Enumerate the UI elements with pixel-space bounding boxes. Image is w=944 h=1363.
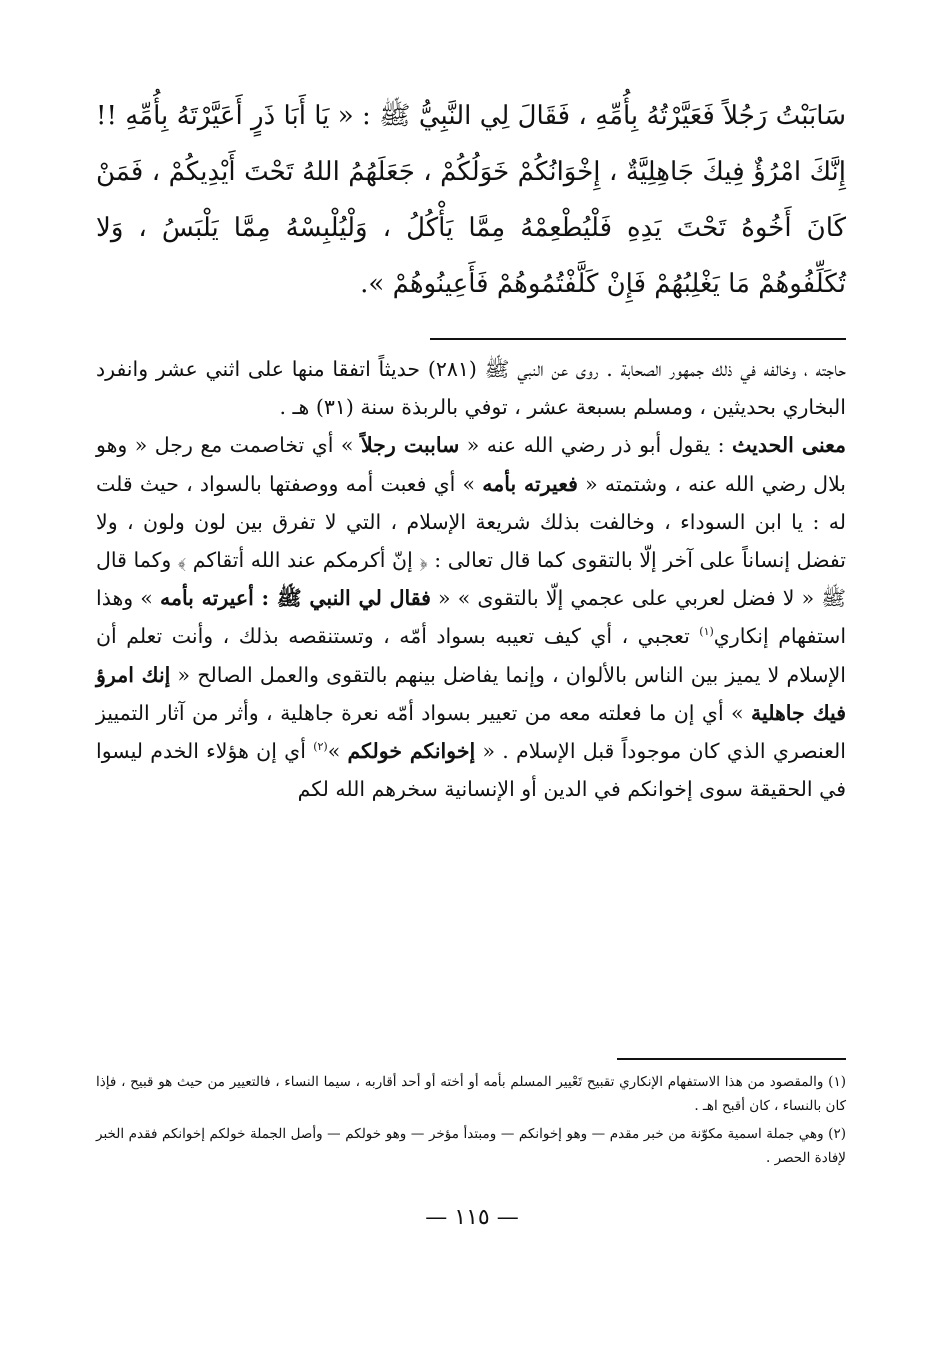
footnote-marker: (١) [699, 625, 714, 639]
meaning-text: » أي إن ما فعلته معه من تعيير بسواد أمّه نعرة جاهلية ، وأثر من آثار التمييز العنصري الذي كان موجوداً قبل الإسلام . « [96, 700, 846, 764]
hadith-paragraph: سَابَبْتُ رَجُلاً فَعَيَّرْتُهُ بِأُمِّهِ ، فَقَالَ لِي النَّبِيُّ ﷺ : « يَا أَبَا ذَرٍ أَعَيَّرْتَهُ بِأُمِّهِ !! إِنَّكَ امْرُؤٌ فِيكَ جَاهِلِيَّةٌ ، إِخْوَانُكُمْ خَوَلُكُمْ ، جَعَلَهُمُ اللهُ تَحْتَ أَيْدِيكُمْ ، فَمَنْ كَانَ أَخُوهُ تَحْتَ يَدِهِ فَلْيُطْعِمْهُ مِمَّا يَأْكُلُ ، وَلْيُلْبِسْهُ مِمَّا يَلْبَسُ ، وَلا تُكَلِّفُوهُمْ مَا يَغْلِبُهُمْ فَإِنْ كَلَّفْتُمُوهُمْ فَأَعِينُوهُمْ ». [96, 101, 846, 299]
commentary [96, 350, 846, 808]
meaning-text: » أي تخاصمت مع رجل « وهو بلال رضي الله عنه ، وشتمته « [96, 433, 847, 496]
meaning-heading: معنى الحديث [732, 433, 846, 458]
footnote: (١) والمقصود من هذا الاستفهام الإنكاري تقبيح تَعْيير المسلم بأمه أو أخته أو أحد أقاربه ، سيما النساء ، فالتعيير من حيث هو قبيح ، فإذا كان بالنساء ، كان أقبح اهـ . [96, 1074, 846, 1114]
meaning-quote: فقال لي النبي ﷺ : أعيرته بأمه [159, 586, 431, 611]
meaning-text: » [327, 739, 348, 764]
meaning-text: » وهذا استفهام إنكاري [96, 586, 847, 649]
footnote: (٢) وهي جملة اسمية مكوّنة من خبر مقدم — وهو إخوانكم — ومبتدأ مؤخر — وهو خولكم — وأصل الجملة خولكم إخوانكم فقدم الخبر لإفادة الحصر . [96, 1126, 846, 1166]
hadith-meaning-paragraph [96, 426, 846, 808]
meaning-quote: إنك امرؤ فيك جاهلية [96, 662, 846, 725]
meaning-text: » أي فعبت أمه ووصفتها بالسواد ، حيث قلت له : يا ابن السوداء ، وخالفت بذلك شريعة الإسلام ، التي لا تفرق بين لون ولون ، ولا تفضل إنساناً على آخر إلّا بالتقوى كما قال تعالى : ﴿ إنّ أكرمكم عند الله أتقاكم ﴾ وكما قال ﷺ « لا فضل لعربي على عجمي إلّا بالتقوى » « [96, 471, 847, 611]
meaning-quote: ساببت رجلاً [360, 433, 460, 458]
page-number: — ١١٥ — [425, 1205, 519, 1230]
footnotes [96, 1070, 846, 1174]
footnote-marker: (٢) [313, 740, 328, 754]
footnote-divider [617, 1058, 846, 1060]
meaning-text: : يقول أبو ذر رضي الله عنه « [459, 433, 732, 458]
meaning-quote: إخوانكم خولكم [347, 739, 476, 764]
narrator-biography: حاجته ، وخالفه في ذلك جمهور الصحابة . روى عن النبي ﷺ (٢٨١) حديثاً اتفقا منها على اثني عشر وانفرد البخاري بحديثين ، ومسلم بسبعة عشر ، توفي بالربذة سنة (٣١) هـ . [96, 357, 847, 420]
hadith-text [96, 88, 846, 312]
meaning-text: أي إن هؤلاء الخدم ليسوا في الحقيقة سوى إخوانكم في الدين أو الإنسانية سخرهم الله لكم [96, 739, 846, 802]
meaning-quote: فعيرته بأمه [482, 471, 578, 496]
meaning-text: تعجبي ، أي كيف تعيبه بسواد أمّه ، وتستنقصه بذلك ، وأنت تعلم أن الإسلام لا يميز بين الناس بالألوان ، وإنما يفاضل بينهم بالتقوى والعمل الصالح « [96, 624, 846, 687]
section-divider [430, 338, 846, 340]
